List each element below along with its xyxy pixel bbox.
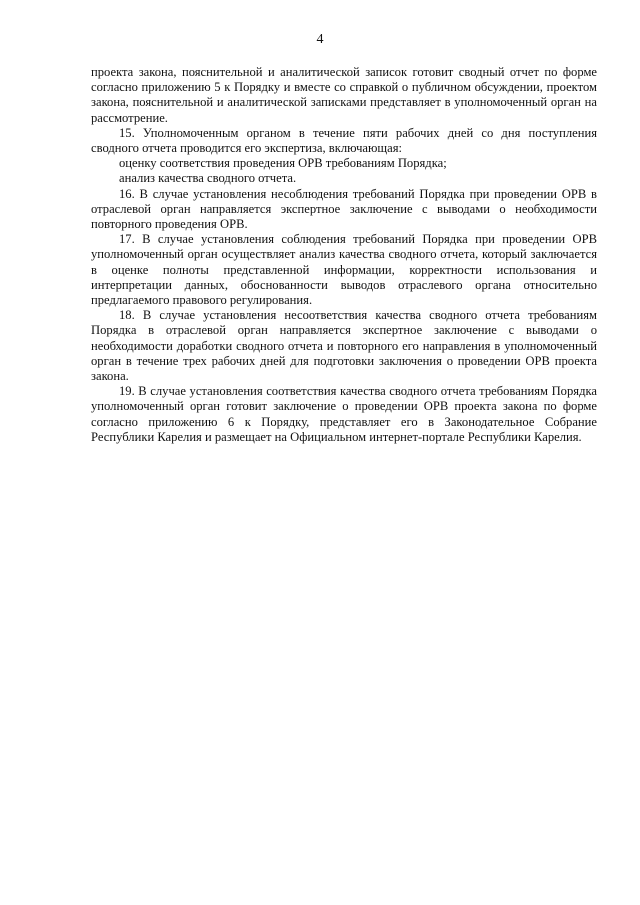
paragraph-17: 17. В случае установления соблюдения требований Порядка при проведении ОРВ уполномоченный орган осуществляет анализ качества сводного отчета, который заключается в оценке полноты представленной информации, корректности использования и интерпретации данных, обоснованности выводов отраслевого органа относительно предлагаемого правового регулирования. [91,232,597,308]
paragraph-19: 19. В случае установления соответствия качества сводного отчета требованиям Порядка уполномоченный орган готовит заключение о проведении ОРВ проекта закона по форме согласно приложению 6 к Порядку, представляет его в Законодательное Собрание Республики Карелия и размещает на Официальном интернет-портале Республики Карелия. [91,384,597,444]
paragraph-16: 16. В случае установления несоблюдения требований Порядка при проведении ОРВ в отраслевой орган направляется экспертное заключение с выводами о необходимости повторного проведения ОРВ. [91,186,597,232]
document-body [91,65,597,445]
list-item-quality-analysis: анализ качества сводного отчета. [119,171,297,186]
page-number: 4 [316,32,324,47]
list-item-compliance-check: оценку соответствия проведения ОРВ требованиям Порядка; [119,156,447,171]
paragraph-15: 15. Уполномоченным органом в течение пяти рабочих дней со дня поступления сводного отчета проводится его экспертиза, включающая: [91,125,597,156]
paragraph-18: 18. В случае установления несоответствия качества сводного отчета требованиям Порядка в отраслевой орган направляется экспертное заключение с выводами о необходимости доработки сводного отчета и повторного его направления в уполномоченный орган в течение трех рабочих дней для подготовки заключения о проведении ОРВ проекта закона. [91,308,597,384]
paragraph-continuation: проекта закона, пояснительной и аналитической записок готовит сводный отчет по форме согласно приложению 5 к Порядку и вместе со справкой о публичном обсуждении, проектом закона, пояснительной и аналитической записками представляет в уполномоченный орган на рассмотрение. [91,65,597,125]
